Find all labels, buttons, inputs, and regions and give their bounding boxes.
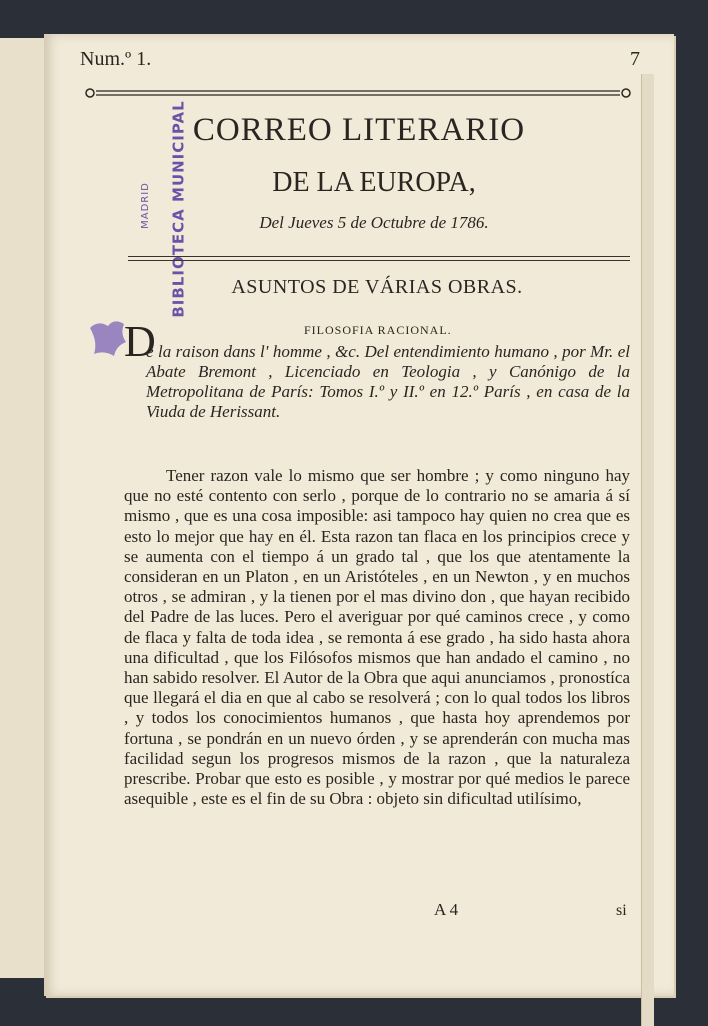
page-number: 7 [630, 48, 640, 70]
drop-cap [86, 316, 156, 366]
stamp-line-2: MADRID [139, 182, 151, 229]
article-body [124, 466, 630, 809]
catchword: si [616, 902, 627, 919]
article-body-text: Tener razon vale lo mismo que ser hombre ; y como ninguno hay que no esté contento con serlo , porque de lo contrario no se amaria á sí mismo , que es una cosa imposible: asi tampoco hay quien no crea que es esto lo mejor que hay en él. Esta razon tan flaca en los principios crece y se aumenta con el tiempo á un grado tal , que los que atentamente la consideran en un Platon , en un Aristóteles , en un Newton , y en muchos otros , se admiran , y la tienen por el mas divino don , que hayan recibido del Padre de las luces. Pero el averiguar por qué caminos crece , y como de flaca y falta de toda idea , se remonta á ese grado , ha sido hasta ahora una dificultad , que los Filósofos mismos que han andado el camino , no han sabido resolver. El Autor de la Obra que aqui anunciamos , pronostíca que llegará el dia en que al cabo se resolverá ; con lo qual todos los libros , y todos los conocimientos humanos , que hasta hoy aprendemos por fortuna , se pondrán en un nuevo órden , y se aprenderán con mucha mas facilidad segun los progresos mismos de la razon , que la naturaleza prescribe. Probar que esto es posible , y mostrar por qué medios le parece asequible , este es el fin de su Obra : objeto sin dificultad utilísimo, [124, 466, 630, 809]
book-citation: e la raison dans l' homme , &c. Del entendimiento humano , por Mr. el Abate Bremont , Licenciado en Teologia , y Canónigo de la Metropolitana de París: Tomos I.º y II.º en 12.º París , en casa de la Viuda de Herissant. [146, 342, 630, 421]
drop-cap-letter: D [124, 317, 156, 366]
issue-number: Num.º 1. [80, 48, 152, 70]
journal-subtitle: DE LA EUROPA, [272, 167, 476, 198]
double-rule [128, 256, 630, 261]
ornament-rule [84, 88, 632, 98]
signature-mark: A 4 [434, 900, 459, 919]
library-stamp [102, 100, 188, 318]
stamp-line-1: BIBLIOTECA MUNICIPAL [169, 100, 188, 318]
subsection-title: FILOSOFIA RACIONAL. [304, 323, 452, 337]
journal-title: CORREO LITERARIO [192, 112, 526, 148]
section-title: ASUNTOS DE VÁRIAS OBRAS. [231, 276, 523, 298]
issue-date: Del Jueves 5 de Octubre de 1786. [259, 213, 489, 232]
